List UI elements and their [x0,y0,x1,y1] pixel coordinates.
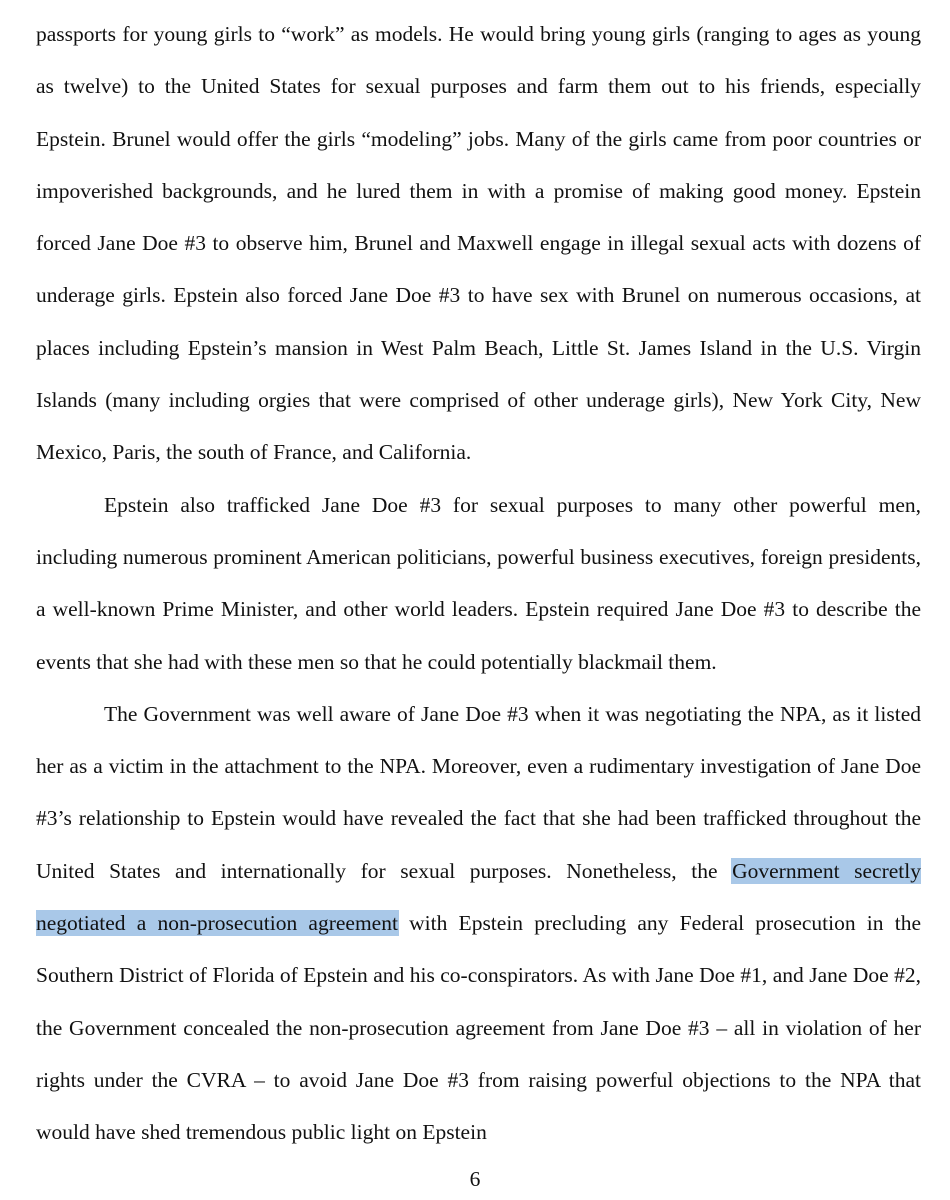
text-selection-highlight[interactable]: Government secretly negotiated a non-prosecution agreement [36,858,921,936]
paragraph-2: Epstein also trafficked Jane Doe #3 for sexual purposes to many other powerful men, including numerous prominent American politicians, powerful business executives, foreign presidents, a well-known Prime Minister, and other world leaders. Epstein required Jane Doe #3 to describe the events that she had with these men so that he could potentially blackmail them. [36,492,921,674]
paragraph-3-text-before: The Government was well aware of Jane Doe #3 when it was negotiating the NPA, as it listed her as a victim in the attachment to the NPA. Moreover, even a rudimentary investigation of Jane Doe #3’s relationship to Epstein would have revealed the fact that she had been trafficked throughout the United States and internationally for sexual purposes. Nonetheless, the [36,701,921,883]
paragraph-3-text-after: with Epstein precluding any Federal prosecution in the Southern District of Florida of Epstein and his co-conspirators. As with Jane Doe #1, and Jane Doe #2, the Government concealed the non-prosecution agreement from Jane Doe #3 – all in violation of her rights under the CVRA – to avoid Jane Doe #3 from raising powerful objections to the NPA that would have shed tremendous public light on Epstein [36,911,921,1145]
document-page [36,8,921,1159]
page-number: 6 [469,1167,481,1191]
paragraph-3 [36,688,921,1159]
paragraph-1: passports for young girls to “work” as models. He would bring young girls (ranging to ages as young as twelve) to the United States for sexual purposes and farm them out to his friends, especially Epstein. Brunel would offer the girls “modeling” jobs. Many of the girls came from poor countries or impoverished backgrounds, and he lured them in with a promise of making good money. Epstein forced Jane Doe #3 to observe him, Brunel and Maxwell engage in illegal sexual acts with dozens of underage girls. Epstein also forced Jane Doe #3 to have sex with Brunel on numerous occasions, at places including Epstein’s mansion in West Palm Beach, Little St. James Island in the U.S. Virgin Islands (many including orgies that were comprised of other underage girls), New York City, New Mexico, Paris, the south of France, and California. [36,22,921,465]
